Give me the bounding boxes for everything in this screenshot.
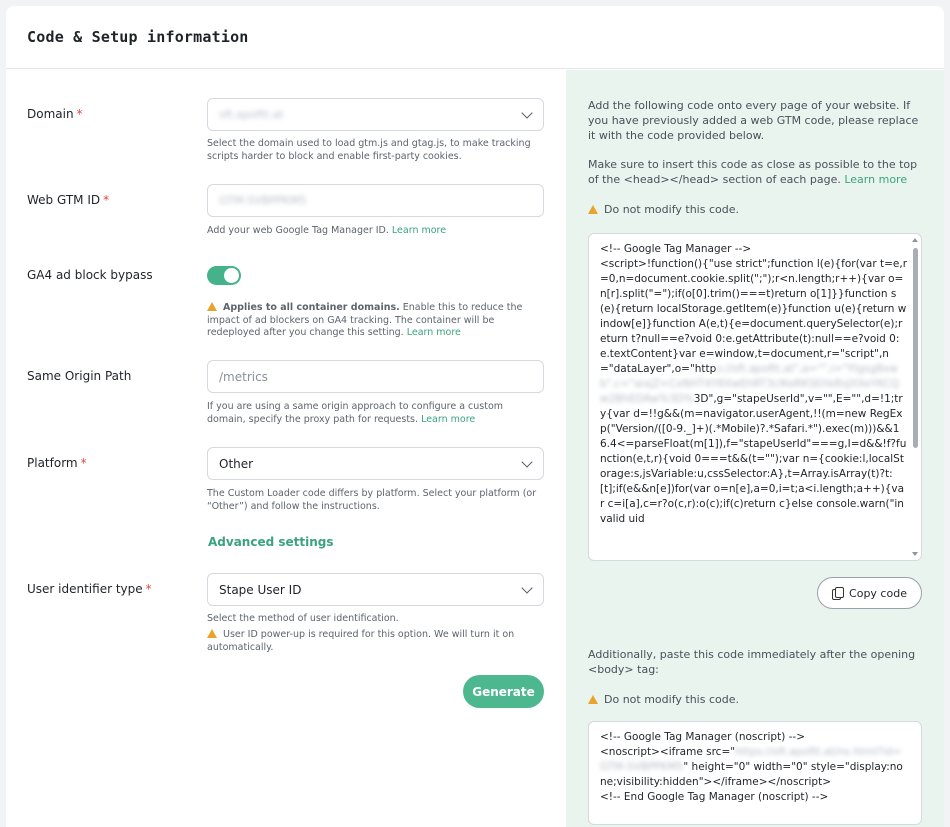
- code-panel: [566, 70, 944, 827]
- domain-select[interactable]: [207, 98, 544, 131]
- head-code-box[interactable]: <!-- Google Tag Manager --> <script>!function(){"use strict";function l(e){for(var t=e,r=0,n=document.cookie.split(";");r<n.length;r++){var o=n[r].split("=");if(o[0].trim()===t)return o[1]}}function s(e){return localStorage.getItem(e)}function u(e){return window[e]}function A(e,t){e=document.querySelector(e);return t?null==e?void 0:e.getAttribute(t):null==e?void 0:e.textContent}var e=window,t=document,r="script",n="dataLayer",o="https://sft.apoftt.at",a="",i="Ytgsg8xwb",c="aixjZ=CxNHT4Y8XwEhRT3clKeRKSEhkRsJXXeYKCQw2BhEDAw%3D%3D",g="stapeUserId",v="",E="",d=!1;try{var d=!!g&&(m=navigator.userAgent,!!(m=new RegExp("Version/([0-9._]+)(.*Mobile)?.*Safari.*").exec(m)))&&16.4<=parseFloat(m[1]),f="stapeUserId"===g,I=d&&!f?function(e,t,r){void 0===t&&(t="");var n={cookie:l,localStorage:s,jsVariable:u,cssSelector:A},t=Array.isArray(t)?t:[t];if(e&&n[e])for(var o=n[e],a=0,i=t;a<i.length;a++){var c=i[a],c=r?o(c,r):o(c);if(c)return c}else console.warn("invalid uid: [588, 233, 922, 561]
- web-gtm-help: Add your web Google Tag Manager ID. Learn more: [207, 225, 447, 236]
- warning-icon: [207, 629, 217, 638]
- web-gtm-field[interactable]: [207, 184, 544, 217]
- scroll-down-icon[interactable]: [912, 552, 918, 556]
- domain-value: sft.apoftt.at: [219, 108, 284, 121]
- platform-label: Platform *: [27, 456, 87, 470]
- same-origin-help: If you are using a same origin approach to configure a custom domain, specify the proxy path for requests. Learn more: [207, 401, 504, 425]
- user-id-help: Select the method of user identification.: [207, 613, 399, 624]
- advanced-settings-link[interactable]: Advanced settings: [208, 535, 334, 549]
- setup-form: [6, 70, 566, 827]
- platform-select[interactable]: [207, 447, 544, 480]
- domain-label: Domain *: [27, 107, 83, 121]
- page-title: Code & Setup information: [27, 28, 249, 46]
- do-not-modify-note-2: Do not modify this code.: [588, 692, 926, 707]
- web-gtm-learn-more-link[interactable]: Learn more: [391, 225, 447, 236]
- domain-help: Select the domain used to load gtm.js and gtag.js, to make tracking scripts harder to block and enable first-party cookies.: [207, 138, 531, 162]
- body-code-box[interactable]: <!-- Google Tag Manager (noscript) --> <noscript><iframe src="https://sft.apoftt.at/ns.html?id=GTM-SVBPPKM5" height="0" width="0" style="display:none;visibility:hidden"></iframe></noscript> <!-- End Google Tag Manager (noscript) -->: [588, 721, 922, 825]
- code-scrollbar[interactable]: [913, 248, 918, 448]
- ga4-toggle[interactable]: [207, 266, 241, 285]
- copy-code-button[interactable]: Copy code: [817, 577, 922, 609]
- web-gtm-label: Web GTM ID *: [27, 193, 110, 207]
- do-not-modify-note: Do not modify this code.: [588, 202, 926, 217]
- warning-icon: [207, 302, 217, 311]
- warning-icon: [588, 695, 598, 704]
- same-origin-input[interactable]: [219, 370, 532, 384]
- chevron-down-icon: [521, 456, 532, 467]
- web-gtm-value: GTM-SVBPPKM5: [219, 194, 307, 207]
- ga4-learn-more-link[interactable]: Learn more: [406, 327, 461, 338]
- scroll-up-icon[interactable]: [912, 238, 918, 242]
- user-id-warning: User ID power-up is required for this option. We will turn it on automatically.: [207, 629, 515, 653]
- insert-instructions: Make sure to insert this code as close as possible to the top of the <head></head> section of each page. Learn more: [588, 158, 918, 186]
- same-origin-label: Same Origin Path: [27, 369, 132, 383]
- setup-card: [6, 6, 944, 827]
- platform-help: The Custom Loader code differs by platform. Select your platform (or “Other”) and follow the instructions.: [207, 488, 537, 512]
- same-origin-learn-more-link[interactable]: Learn more: [421, 413, 476, 425]
- same-origin-field[interactable]: [207, 360, 544, 393]
- chevron-down-icon: [521, 107, 532, 118]
- body-code-intro: Additionally, paste this code immediately after the opening <body> tag:: [588, 648, 916, 676]
- user-id-label: User identifier type *: [27, 582, 152, 596]
- platform-value: Other: [219, 456, 254, 471]
- toggle-knob: [224, 268, 239, 283]
- code-intro: Add the following code onto every page of your website. If you have previously added a web GTM code, please replace it with the code provided below.: [588, 99, 919, 142]
- generate-button[interactable]: Generate: [463, 675, 544, 708]
- ga4-label: GA4 ad block bypass: [27, 268, 153, 282]
- user-id-select[interactable]: [207, 573, 544, 606]
- ga4-warning: Applies to all container domains. Enable this to reduce the impact of ad blockers on GA4 tracking. The container will be redeployed after you change this setting. Learn more: [207, 302, 523, 338]
- chevron-down-icon: [521, 582, 532, 593]
- insert-learn-more-link[interactable]: Learn more: [844, 173, 908, 186]
- warning-icon: [588, 205, 598, 214]
- user-id-value: Stape User ID: [219, 582, 302, 597]
- copy-icon: [832, 587, 843, 599]
- card-header: [6, 6, 944, 69]
